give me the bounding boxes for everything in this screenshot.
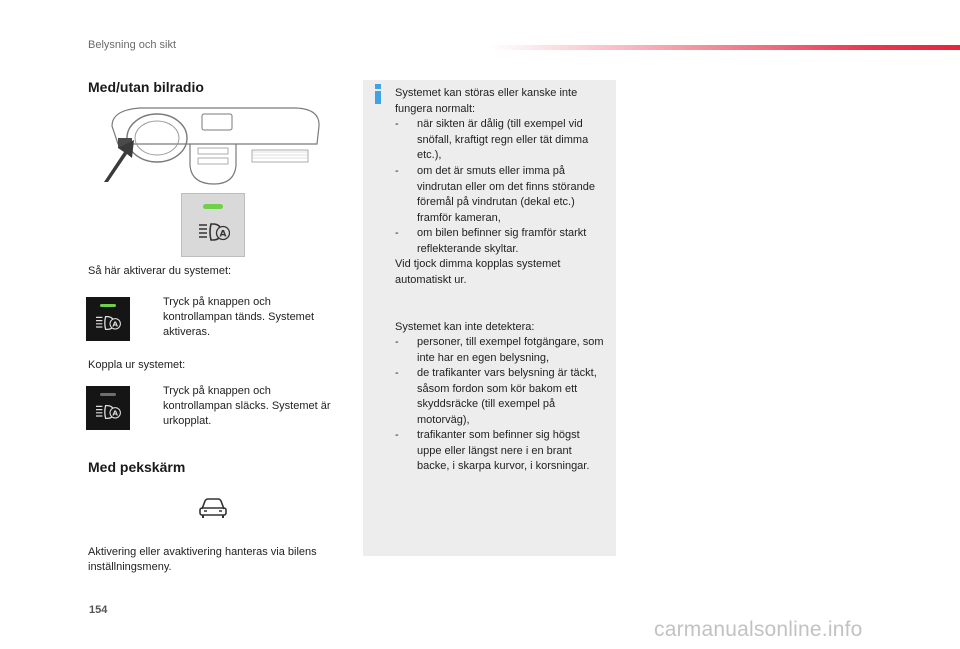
header-accent-line xyxy=(490,45,960,50)
step-deactivate-text: Tryck på knappen och kontrollampan släcks. Systemet är urkopplat. xyxy=(163,385,331,427)
indicator-led xyxy=(100,304,116,307)
svg-text:A: A xyxy=(112,319,118,329)
heading-with-radio: Med/utan bilradio xyxy=(88,79,204,95)
heading-touchscreen: Med pekskärm xyxy=(88,459,186,475)
info-fog-note: Vid tjock dimma kopplas systemet automatiskt ur. xyxy=(395,258,561,286)
indicator-led xyxy=(203,204,223,209)
activation-intro: Så här aktiverar du systemet: xyxy=(88,265,232,277)
watermark: carmanualsonline.info xyxy=(654,618,863,641)
page-number: 154 xyxy=(89,604,108,616)
svg-text:A: A xyxy=(219,229,227,240)
info-detect-intro: Systemet kan inte detektera: xyxy=(395,321,535,333)
indicator-led xyxy=(100,393,116,396)
button-on-image xyxy=(86,297,130,341)
svg-text:A: A xyxy=(112,408,118,418)
arrow-icon xyxy=(102,136,136,184)
info-list-item: - när sikten är dålig (till exempel vid snöfall, kraftigt regn eller tät dimma etc.), xyxy=(395,118,589,161)
info-disturbance-intro: Systemet kan störas eller kanske inte fungera normalt: xyxy=(395,87,578,115)
step-activate-text: Tryck på knappen och kontrollampan tänds. Systemet aktiveras. xyxy=(163,296,315,338)
button-off-image xyxy=(86,386,130,430)
info-icon xyxy=(375,84,381,104)
disable-intro: Koppla ur systemet: xyxy=(88,359,186,371)
auto-high-beam-icon xyxy=(198,222,230,242)
auto-high-beam-icon xyxy=(94,404,122,420)
car-icon xyxy=(198,497,228,519)
auto-high-beam-icon xyxy=(94,315,122,331)
section-title: Belysning och sikt xyxy=(88,39,177,51)
touchscreen-text: Aktivering eller avaktivering hanteras via bilens inställningsmeny. xyxy=(88,546,317,573)
button-closeup xyxy=(181,193,245,257)
